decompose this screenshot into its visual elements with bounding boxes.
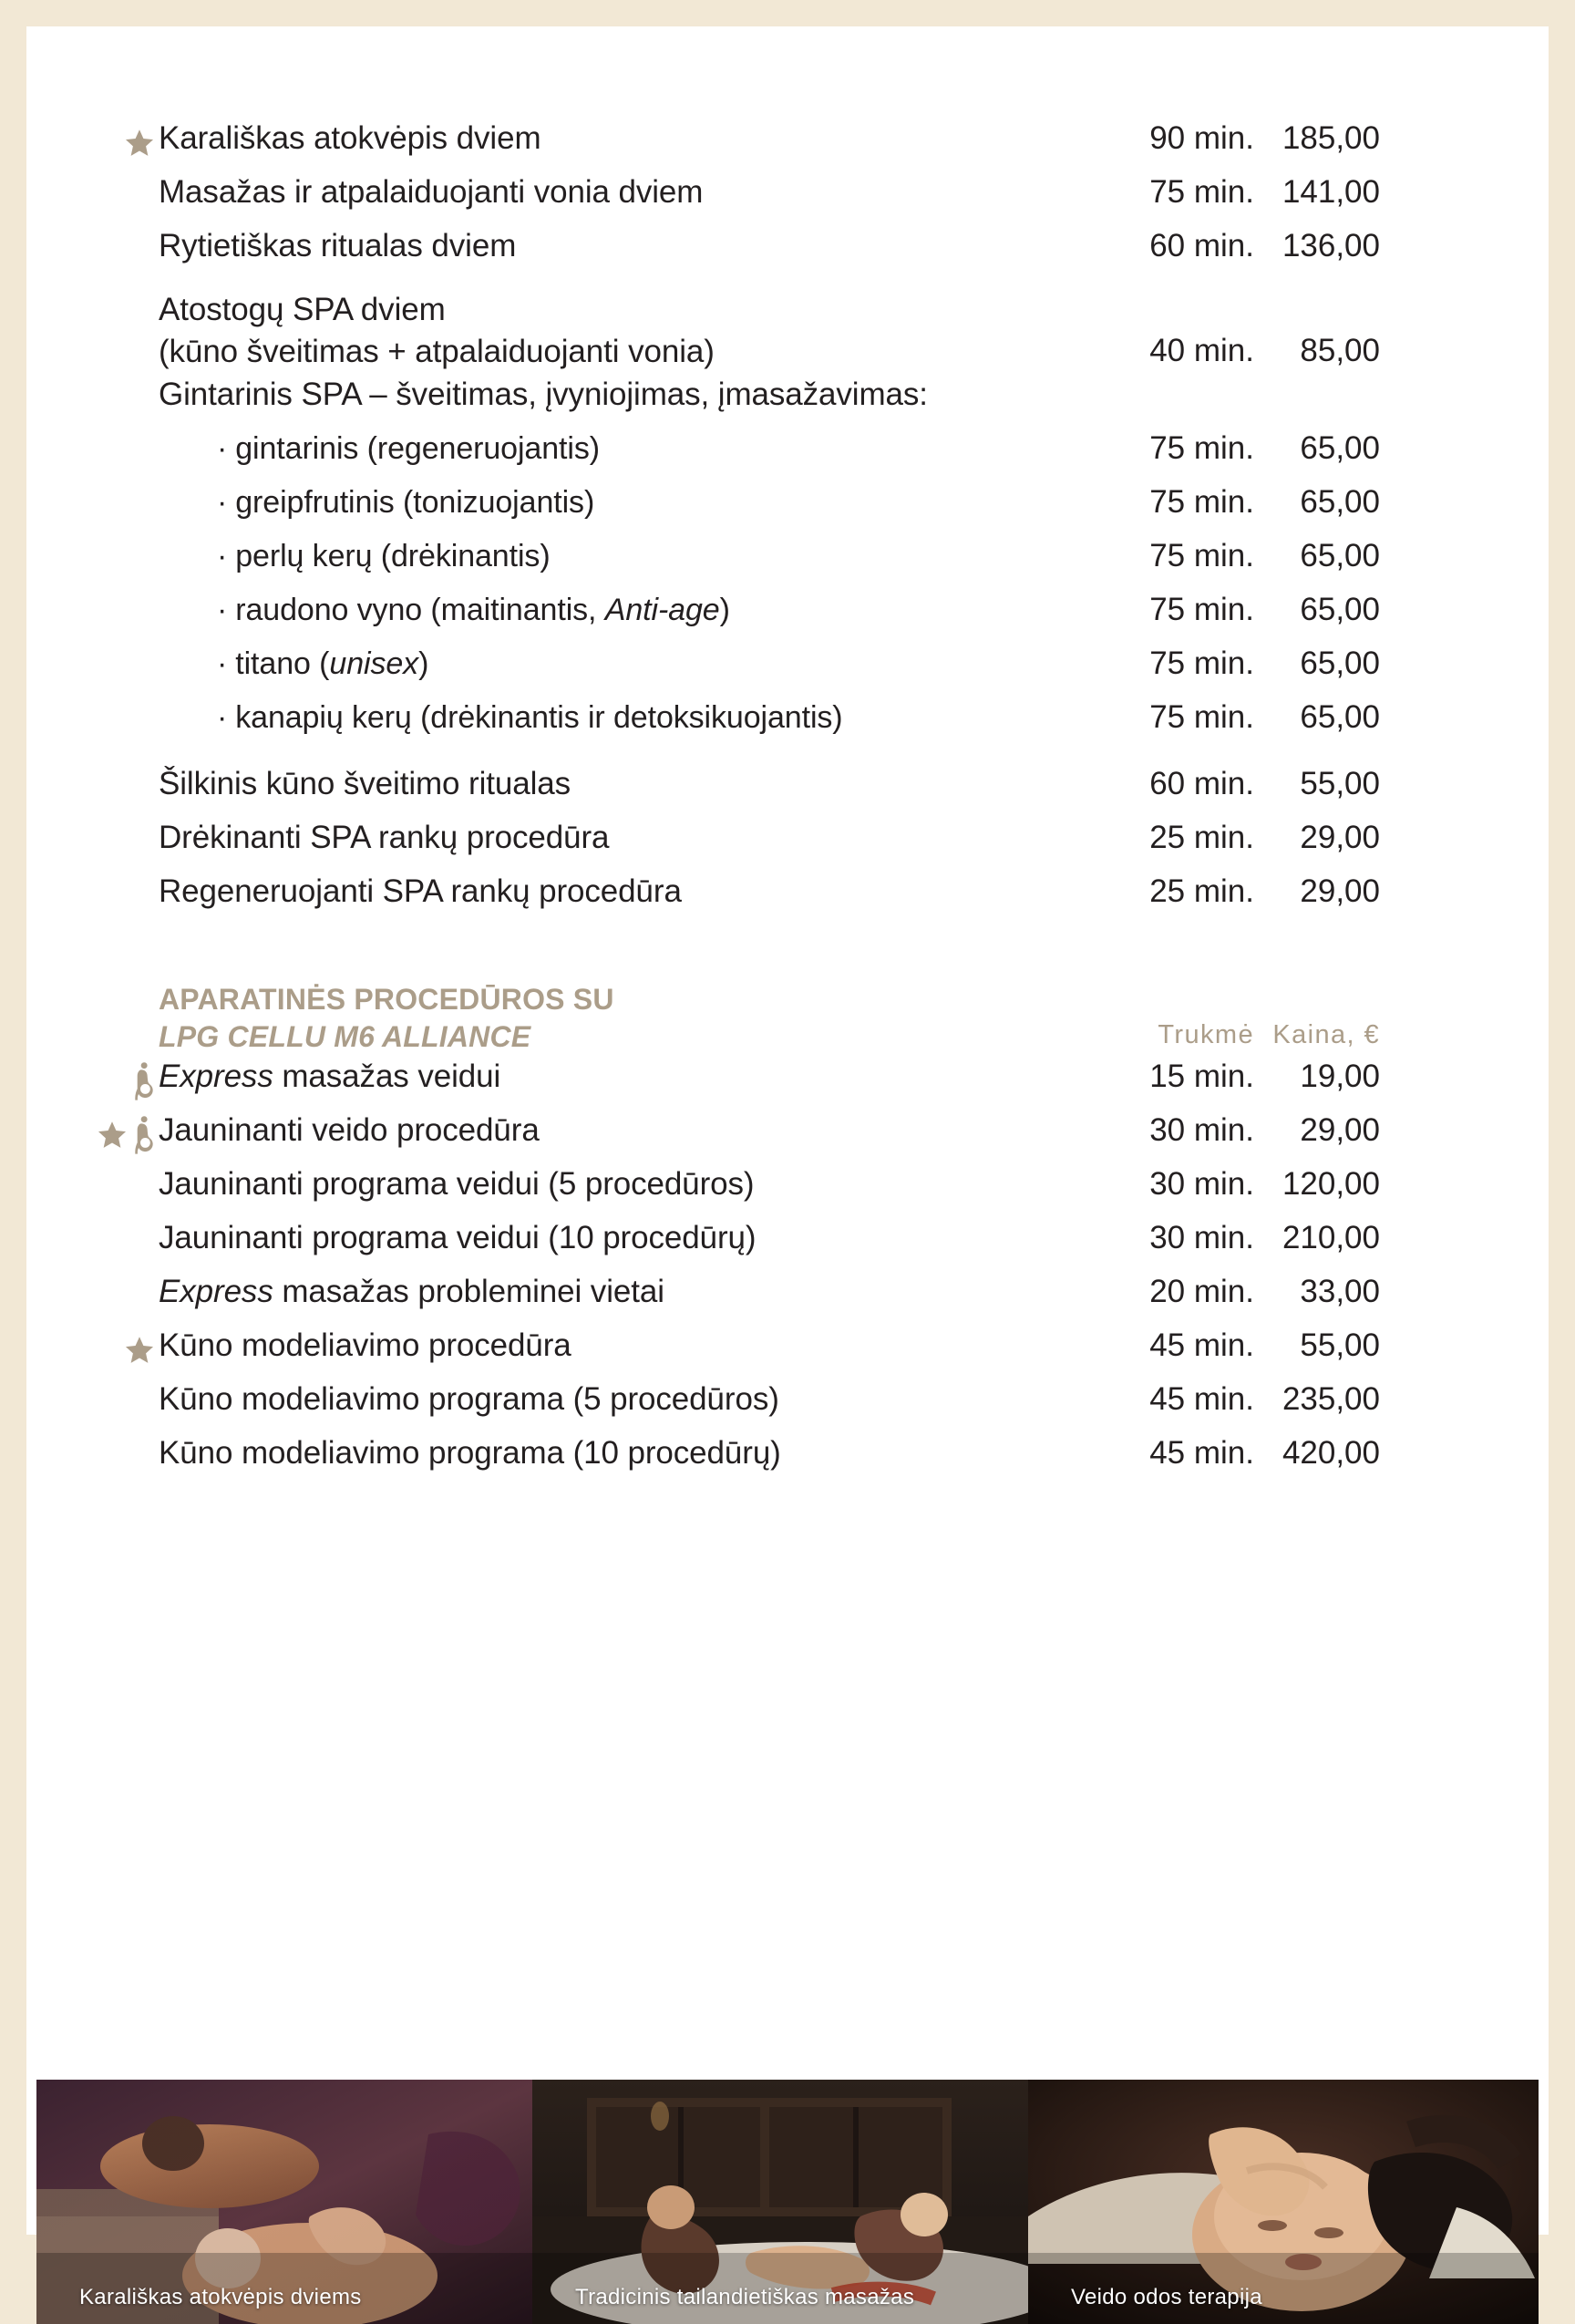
service-name-post: masažas veidui [273, 1058, 501, 1094]
price-row-sub [159, 643, 1380, 697]
column-header-duration: Trukmė [1158, 1019, 1254, 1049]
service-name: Jauninanti programa veidui (10 procedūrų) [159, 1219, 757, 1255]
photo-facial-therapy [1045, 2080, 1521, 2324]
service-duration: 25 min. [1149, 820, 1254, 855]
service-price: 19,00 [1300, 1058, 1380, 1094]
service-price: 235,00 [1282, 1380, 1380, 1417]
price-row-sub [159, 428, 1380, 481]
service-duration: 75 min. [1149, 646, 1254, 681]
service-duration: 30 min. [1149, 1219, 1254, 1255]
service-duration: 90 min. [1149, 120, 1254, 156]
price-row-atostogu [159, 279, 1380, 374]
service-price: 55,00 [1300, 1327, 1380, 1363]
row-marks [49, 1110, 159, 1161]
service-price: 185,00 [1282, 120, 1380, 156]
service-price: 420,00 [1282, 1434, 1380, 1471]
price-row [159, 871, 1380, 924]
bullet-icon: · [217, 593, 228, 627]
bullet-icon: · [217, 646, 228, 681]
bullet-icon: · [217, 539, 228, 573]
price-row [159, 1217, 1380, 1271]
column-headers [1101, 1020, 1380, 1056]
section-title [159, 981, 1101, 1056]
service-name-text: greipfrutinis (tonizuojantis) [235, 485, 595, 520]
service-duration: 40 min. [1149, 333, 1254, 369]
price-row [159, 1163, 1380, 1217]
service-duration: 75 min. [1149, 592, 1254, 627]
service-name: Jauninanti veido procedūra [159, 1111, 540, 1148]
service-duration: 75 min. [1149, 538, 1254, 573]
photo-caption: Karališkas atokvėpis dviems [79, 2285, 362, 2309]
row-marks [49, 1325, 159, 1376]
service-name [159, 1271, 1101, 1314]
service-duration: 75 min. [1149, 430, 1254, 466]
service-price: 141,00 [1282, 174, 1380, 210]
service-duration: 45 min. [1149, 1327, 1254, 1363]
price-row [159, 225, 1380, 279]
service-price: 120,00 [1282, 1165, 1380, 1202]
service-price: 210,00 [1282, 1219, 1380, 1255]
service-duration: 30 min. [1149, 1111, 1254, 1148]
column-header-price: Kaina, € [1272, 1019, 1380, 1049]
service-price: 33,00 [1300, 1273, 1380, 1309]
service-name-emphasis: Express [159, 1273, 273, 1309]
service-price: 85,00 [1300, 333, 1380, 369]
price-row [159, 1379, 1380, 1432]
photo-strip [26, 2080, 1549, 2324]
price-row [159, 1056, 1380, 1110]
service-name [159, 1056, 1101, 1099]
service-name-emphasis: unisex [329, 646, 419, 681]
service-name-post: ) [719, 593, 730, 627]
group-heading-label: Gintarinis SPA – šveitimas, įvyniojimas, įmasažavimas: [159, 377, 928, 412]
service-name [159, 697, 1101, 739]
row-marks [49, 118, 159, 169]
service-name-emphasis: Anti-age [604, 593, 720, 627]
price-row-sub [159, 535, 1380, 589]
service-name: Kūno modeliavimo programa (5 procedūros) [159, 1380, 779, 1417]
service-duration: 20 min. [1149, 1273, 1254, 1309]
service-duration: 15 min. [1149, 1058, 1254, 1094]
service-name-post: ) [418, 646, 429, 681]
spacer [159, 924, 1380, 981]
price-row [159, 171, 1380, 225]
service-name [159, 644, 1101, 685]
service-duration: 30 min. [1149, 1165, 1254, 1202]
price-row [159, 118, 1380, 171]
service-name-line1: Atostogų SPA dviem [159, 291, 446, 327]
service-name: Rytietiškas ritualas dviem [159, 228, 517, 263]
section-title-line1: APARATINĖS PROCEDŪROS SU [159, 983, 614, 1016]
price-row [159, 817, 1380, 871]
service-name-pre: titano ( [235, 646, 330, 681]
price-row-sub [159, 697, 1380, 750]
service-price: 136,00 [1282, 228, 1380, 263]
service-price: 65,00 [1300, 484, 1380, 520]
service-price: 65,00 [1300, 592, 1380, 627]
service-duration: 75 min. [1149, 174, 1254, 210]
bullet-icon: · [217, 431, 228, 466]
service-name: Karališkas atokvėpis dviem [159, 120, 541, 156]
service-price: 29,00 [1300, 873, 1380, 909]
pregnancy-friendly-icon [131, 1061, 155, 1101]
service-name [159, 536, 1101, 577]
service-price: 29,00 [1300, 820, 1380, 855]
service-name [159, 289, 1101, 374]
lpg-section-header [159, 981, 1380, 1056]
service-duration: 75 min. [1149, 699, 1254, 735]
service-price: 65,00 [1300, 646, 1380, 681]
service-name: Regeneruojanti SPA rankų procedūra [159, 873, 682, 909]
price-row [159, 1110, 1380, 1163]
price-row [159, 1325, 1380, 1379]
service-name-emphasis: Express [159, 1058, 273, 1094]
photo-caption: Veido odos terapija [1071, 2285, 1262, 2309]
service-name [159, 590, 1101, 631]
service-name: Šilkinis kūno šveitimo ritualas [159, 766, 571, 801]
pregnancy-friendly-icon [131, 1115, 155, 1155]
service-duration: 60 min. [1149, 766, 1254, 801]
service-name-text: kanapių kerų (drėkinantis ir detoksikuojantis) [235, 700, 843, 735]
service-name: Drėkinanti SPA rankų procedūra [159, 820, 610, 855]
price-row [159, 1271, 1380, 1325]
page-sheet [26, 26, 1549, 2309]
service-name: Masažas ir atpalaiduojanti vonia dviem [159, 174, 704, 210]
service-name: Kūno modeliavimo procedūra [159, 1327, 571, 1363]
service-duration: 45 min. [1149, 1380, 1254, 1417]
service-name: Kūno modeliavimo programa (10 procedūrų) [159, 1434, 781, 1471]
bullet-icon: · [217, 700, 228, 735]
row-marks [49, 1056, 159, 1107]
service-name: Jauninanti programa veidui (5 procedūros) [159, 1165, 755, 1202]
price-list [159, 118, 1380, 1486]
service-name [159, 429, 1101, 470]
gintarinis-group-heading [159, 374, 1380, 428]
price-row-sub [159, 589, 1380, 643]
service-price: 65,00 [1300, 538, 1380, 573]
service-name-text: perlų kerų (drėkinantis) [235, 539, 551, 573]
service-name-line2: (kūno šveitimas + atpalaiduojanti vonia) [159, 334, 715, 370]
price-row [159, 763, 1380, 817]
star-icon [124, 128, 155, 159]
service-duration: 60 min. [1149, 228, 1254, 263]
rituals-group [159, 118, 1380, 279]
spacer [159, 750, 1380, 763]
service-price: 55,00 [1300, 766, 1380, 801]
service-price: 29,00 [1300, 1111, 1380, 1148]
photo-thai-massage [550, 2080, 1025, 2324]
service-name [159, 482, 1101, 523]
service-duration: 25 min. [1149, 873, 1254, 909]
star-icon [97, 1120, 128, 1151]
service-name-text: gintarinis (regeneruojantis) [235, 431, 600, 466]
price-row [159, 1432, 1380, 1486]
bullet-icon: · [217, 485, 228, 520]
service-price: 65,00 [1300, 699, 1380, 735]
star-icon [124, 1335, 155, 1366]
service-duration: 75 min. [1149, 484, 1254, 520]
section-title-line2: LPG CELLU M6 ALLIANCE [159, 1019, 531, 1053]
service-name-post: masažas probleminei vietai [273, 1273, 664, 1309]
service-duration: 45 min. [1149, 1434, 1254, 1471]
price-row-sub [159, 481, 1380, 535]
service-name-pre: raudono vyno (maitinantis, [235, 593, 605, 627]
photo-caption: Tradicinis tailandietiškas masažas [575, 2285, 915, 2309]
service-price: 65,00 [1300, 430, 1380, 466]
photo-couples-massage [54, 2080, 530, 2324]
